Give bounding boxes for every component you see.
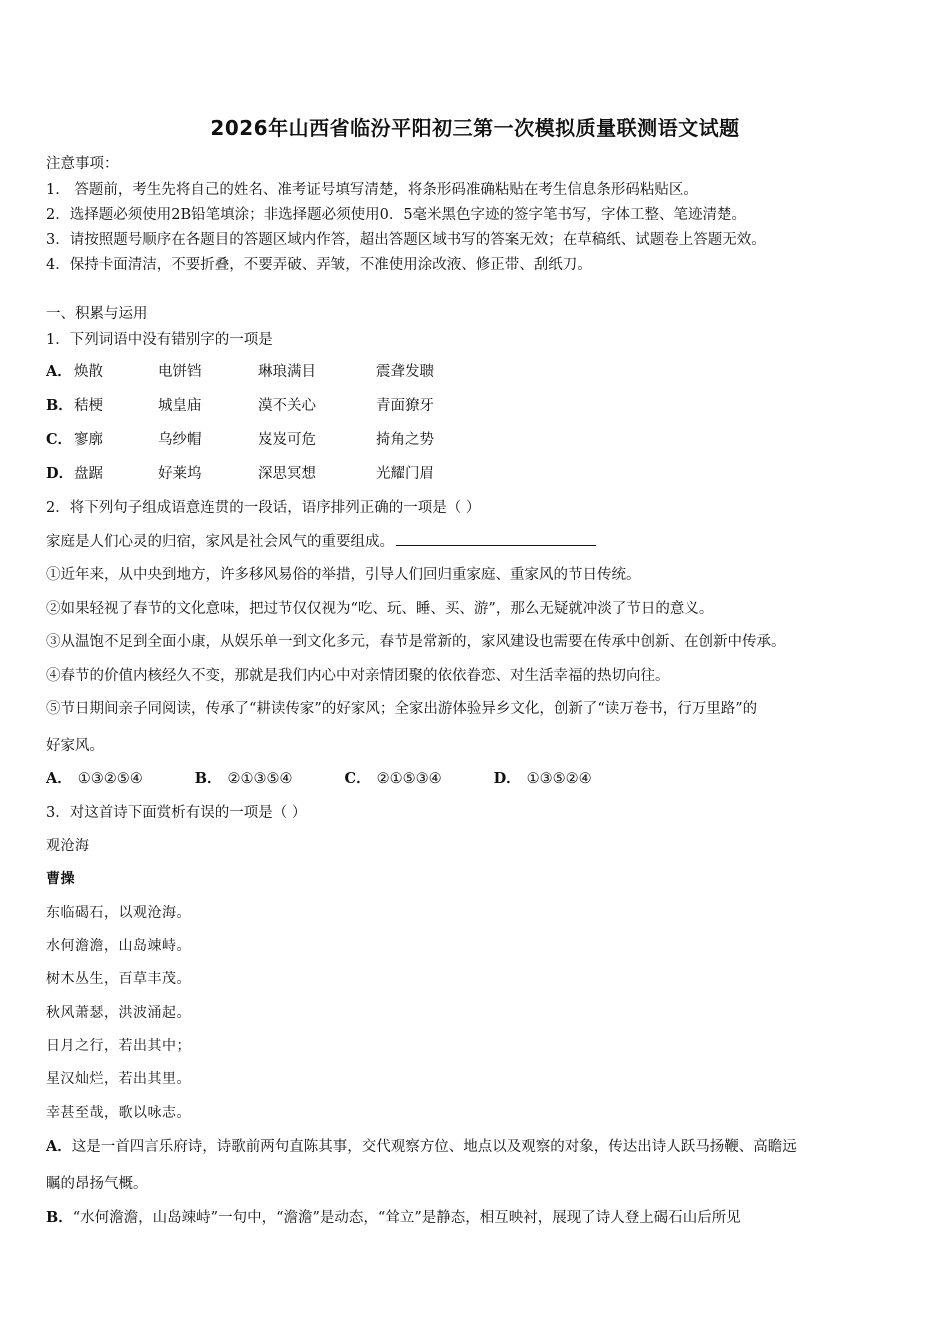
question-1-option-a bbox=[46, 360, 476, 381]
notice-item: 1． 答题前，考生先将自己的姓名、准考证号填写清楚，将条形码准确粘贴在考生信息条形码粘贴区。 bbox=[46, 182, 698, 198]
option-word: 城皇庙 bbox=[158, 398, 202, 414]
option-label: C． bbox=[46, 431, 73, 448]
question-3-option-a-cont: 瞩的昂扬气概。 bbox=[46, 1176, 148, 1192]
option-word: 光耀门眉 bbox=[376, 466, 434, 482]
option-word: 焕散 bbox=[74, 364, 103, 380]
notice-item: 2．选择题必须使用2B铅笔填涂；非选择题必须使用0．5毫米黑色字迹的签字笔书写，字体工整、笔迹清楚。 bbox=[46, 207, 747, 223]
choice-label: C． bbox=[344, 770, 371, 787]
question-2-sentence: ④春节的价值内核经久不变，那就是我们内心中对亲情团聚的依依眷恋、对生活幸福的热切向往。 bbox=[46, 668, 670, 684]
question-2-sentence: ①近年来，从中央到地方，许多移风易俗的举措，引导人们回归重家庭、重家风的节日传统。 bbox=[46, 567, 641, 583]
poem-line: 幸甚至哉，歌以咏志。 bbox=[46, 1105, 191, 1121]
question-2-sentence: ③从温饱不足到全面小康，从娱乐单一到文化多元，春节是常新的，家风建设也需要在传承中创新、在创新中传承。 bbox=[46, 634, 786, 650]
option-word: 电饼铛 bbox=[158, 364, 202, 380]
option-word: 震聋发聩 bbox=[376, 364, 434, 380]
question-2-sentence: 好家风。 bbox=[46, 738, 104, 754]
option-text: 这是一首四言乐府诗，诗歌前两句直陈其事，交代观察方位、地点以及观察的对象，传达出诗人跃马扬鞭、高瞻远 bbox=[71, 1139, 797, 1155]
poem-title: 观沧海 bbox=[46, 838, 90, 854]
choice-b bbox=[195, 767, 293, 788]
page-title: 2026年山西省临汾平阳初三第一次模拟质量联测语文试题 bbox=[210, 116, 740, 140]
choice-text: ①③②⑤④ bbox=[77, 771, 143, 787]
choice-text: ①③⑤②④ bbox=[526, 771, 592, 787]
question-3-option-b bbox=[46, 1206, 741, 1227]
poem-line: 水何澹澹，山岛竦峙。 bbox=[46, 938, 191, 954]
answer-blank bbox=[396, 531, 596, 546]
option-label: B． bbox=[46, 397, 73, 414]
notice-heading: 注意事项： bbox=[46, 156, 119, 172]
choice-label: D． bbox=[493, 770, 521, 787]
option-word: 漠不关心 bbox=[258, 398, 316, 414]
option-word: 深思冥想 bbox=[258, 466, 316, 482]
option-word: 掎角之势 bbox=[376, 432, 434, 448]
question-1-stem: 1．下列词语中没有错别字的一项是 bbox=[46, 332, 273, 348]
choice-text: ②①③⑤④ bbox=[227, 771, 293, 787]
option-word: 青面獠牙 bbox=[376, 398, 434, 414]
option-word: 好莱坞 bbox=[158, 466, 202, 482]
option-word: 盘踞 bbox=[74, 466, 103, 482]
question-1-option-d bbox=[46, 462, 476, 483]
question-2-choices bbox=[46, 767, 644, 788]
choice-label: B． bbox=[194, 770, 222, 787]
choice-text: ②①⑤③④ bbox=[376, 771, 442, 787]
option-word: 琳琅满目 bbox=[258, 364, 316, 380]
notice-item: 3．请按照题号顺序在各题目的答题区域内作答，超出答题区域书写的答案无效；在草稿纸、试题卷上答题无效。 bbox=[46, 232, 766, 248]
choice-a bbox=[46, 767, 143, 788]
option-word: 乌纱帽 bbox=[158, 432, 202, 448]
choice-label: A． bbox=[46, 770, 72, 787]
option-word: 秸梗 bbox=[74, 398, 103, 414]
option-label: D． bbox=[46, 465, 74, 482]
poem-author: 曹操 bbox=[46, 871, 75, 887]
lead-sentence: 家庭是人们心灵的归宿，家风是社会风气的重要组成。 bbox=[46, 534, 394, 550]
poem-line: 东临碣石，以观沧海。 bbox=[46, 905, 191, 921]
option-word: 寥廓 bbox=[74, 432, 103, 448]
question-2-sentence: ②如果轻视了春节的文化意味，把过节仅仅视为“吃、玩、睡、买、游”，那么无疑就冲淡了节日的意义。 bbox=[46, 601, 714, 617]
poem-line: 日月之行，若出其中； bbox=[46, 1038, 191, 1054]
question-2-lead bbox=[46, 530, 596, 551]
question-1-option-c bbox=[46, 428, 476, 449]
option-label: A． bbox=[46, 363, 72, 380]
question-3-stem: 3．对这首诗下面赏析有误的一项是（ ） bbox=[46, 805, 307, 821]
question-3-option-a bbox=[46, 1135, 797, 1156]
notice-item: 4．保持卡面清洁，不要折叠，不要弄破、弄皱，不准使用涂改液、修正带、刮纸刀。 bbox=[46, 257, 592, 273]
question-2-stem: 2．将下列句子组成语意连贯的一段话，语序排列正确的一项是（ ） bbox=[46, 500, 481, 516]
option-label: A． bbox=[46, 1138, 72, 1155]
option-text: “水何澹澹，山岛竦峙”一句中，“澹澹”是动态，“耸立”是静态，相互映衬，展现了诗人登上碣石山后所见 bbox=[72, 1210, 741, 1226]
choice-c bbox=[345, 767, 442, 788]
poem-line: 树木丛生，百草丰茂。 bbox=[46, 971, 191, 987]
section-heading: 一、积累与运用 bbox=[46, 306, 148, 322]
poem-line: 秋风萧瑟，洪波涌起。 bbox=[46, 1005, 191, 1021]
option-label: B． bbox=[46, 1209, 73, 1226]
poem-line: 星汉灿烂，若出其里。 bbox=[46, 1071, 191, 1087]
question-1-option-b bbox=[46, 394, 476, 415]
question-2-sentence: ⑤节日期间亲子同阅读，传承了“耕读传家”的好家风；全家出游体验异乡文化，创新了“读万卷书，行万里路”的 bbox=[46, 701, 758, 717]
option-word: 岌岌可危 bbox=[258, 432, 316, 448]
choice-d bbox=[494, 767, 592, 788]
